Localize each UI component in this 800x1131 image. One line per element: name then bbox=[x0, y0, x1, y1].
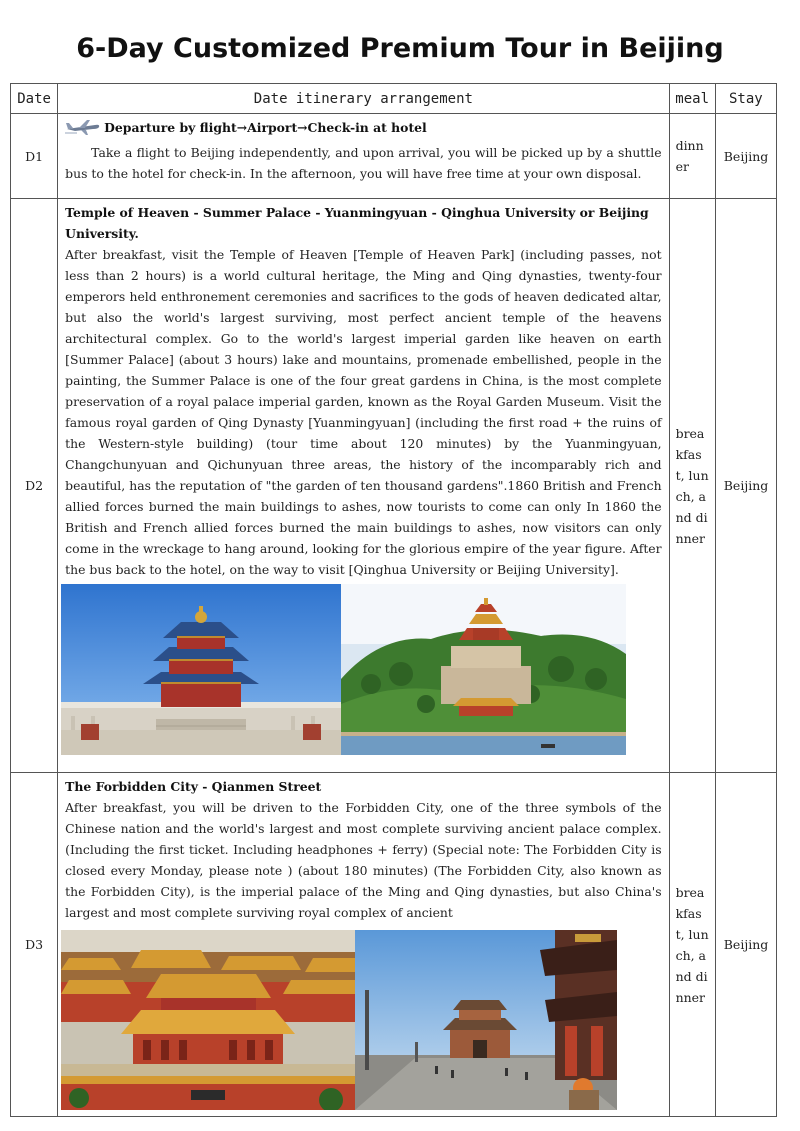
day-description: Take a flight to Beijing independently, and upon arrival, you will be picked up by a shuttle bus to the hotel for check-in. In the afternoon, you will have free time at your own disposal. bbox=[65, 145, 662, 181]
header-itinerary: Date itinerary arrangement bbox=[58, 84, 669, 114]
itinerary-cell bbox=[58, 773, 669, 1117]
table-row bbox=[11, 114, 777, 199]
photo-row bbox=[61, 930, 661, 1110]
itinerary-cell bbox=[58, 114, 669, 199]
day-heading bbox=[65, 117, 661, 142]
day-description: After breakfast, you will be driven to the Forbidden City, one of the three symbols of the Chinese nation and the world's largest and most complete surviving ancient palace complex. (Including the first ticket. Including headphones + ferry) (Special note: The Forbidden City is closed every Monday, please note ) (about 180 minutes) (The Forbidden City, also known as the Forbidden City), is the imperial palace of the Ming and Qing dynasties, but also China's largest and most complete surviving royal complex of ancient bbox=[65, 800, 662, 920]
itinerary-table bbox=[10, 83, 777, 1117]
stay-cell: Beijing bbox=[715, 114, 776, 199]
forbidden-city-photo bbox=[61, 930, 355, 1110]
temple-of-heaven-photo bbox=[61, 584, 341, 755]
meal-cell: dinner bbox=[669, 114, 715, 199]
heading-text: Departure by flight→Airport→Check-in at hotel bbox=[104, 120, 427, 135]
header-date: Date bbox=[11, 84, 58, 114]
day-label: D3 bbox=[11, 773, 58, 1117]
table-row bbox=[11, 199, 777, 773]
day-description: After breakfast, visit the Temple of Heaven [Temple of Heaven Park] (including passes, not less than 2 hours) is a world cultural heritage, the Ming and Qing dynasties, twenty-four emperors held enthronement ceremonies and sacrifices to the gods of heaven dedicated altar, but also the world's largest surviving, most perfect ancient temple of the heavens architectural complex. Go to the world's largest imperial garden like heaven on earth [Summer Palace] (about 3 hours) lake and mountains, promenade embellished, people in the painting, the Summer Palace is one of the four great gardens in China, is the most complete preservation of a royal palace imperial garden, known as the Royal Garden Museum. Visit the famous royal garden of Qing Dynasty [Yuanmingyuan] (including the first road + the ruins of the Western-style building) (tour time about 120 minutes) by the Yuanmingyuan, Changchunyuan and Qichunyuan three areas, the history of the incomparably rich and beautiful, has the reputation of "the garden of ten thousand gardens".1860 British and French allied forces burned the main buildings to ashes, now tourists to come can only In 1860 the British and French allied forces burned the main buildings to ashes, now visitors can only come in the wreckage to hang around, looking for the glorious empire of the year figure. After the bus back to the hotel, on the way to visit [Qinghua University or Beijing University]. bbox=[65, 247, 662, 577]
meal-cell: breakfast, lunch, and dinner bbox=[669, 199, 715, 773]
header-meal: meal bbox=[669, 84, 715, 114]
table-header-row bbox=[11, 84, 777, 114]
stay-cell: Beijing bbox=[715, 773, 776, 1117]
day-label: D2 bbox=[11, 199, 58, 773]
day-heading: The Forbidden City - Qianmen Street bbox=[65, 779, 322, 794]
photo-row bbox=[61, 584, 661, 755]
itinerary-cell bbox=[58, 199, 669, 773]
meal-cell: breakfast, lunch, and dinner bbox=[669, 773, 715, 1117]
stay-cell: Beijing bbox=[715, 199, 776, 773]
day-heading: Temple of Heaven - Summer Palace - Yuanmingyuan - Qinghua University or Beijing University. bbox=[65, 205, 649, 241]
airplane-icon bbox=[65, 118, 101, 142]
page-title: 6-Day Customized Premium Tour in Beijing bbox=[76, 33, 724, 64]
summer-palace-photo bbox=[341, 584, 626, 755]
header-stay: Stay bbox=[715, 84, 776, 114]
table-row bbox=[11, 773, 777, 1117]
day-label: D1 bbox=[11, 114, 58, 199]
qianmen-street-photo bbox=[355, 930, 617, 1110]
